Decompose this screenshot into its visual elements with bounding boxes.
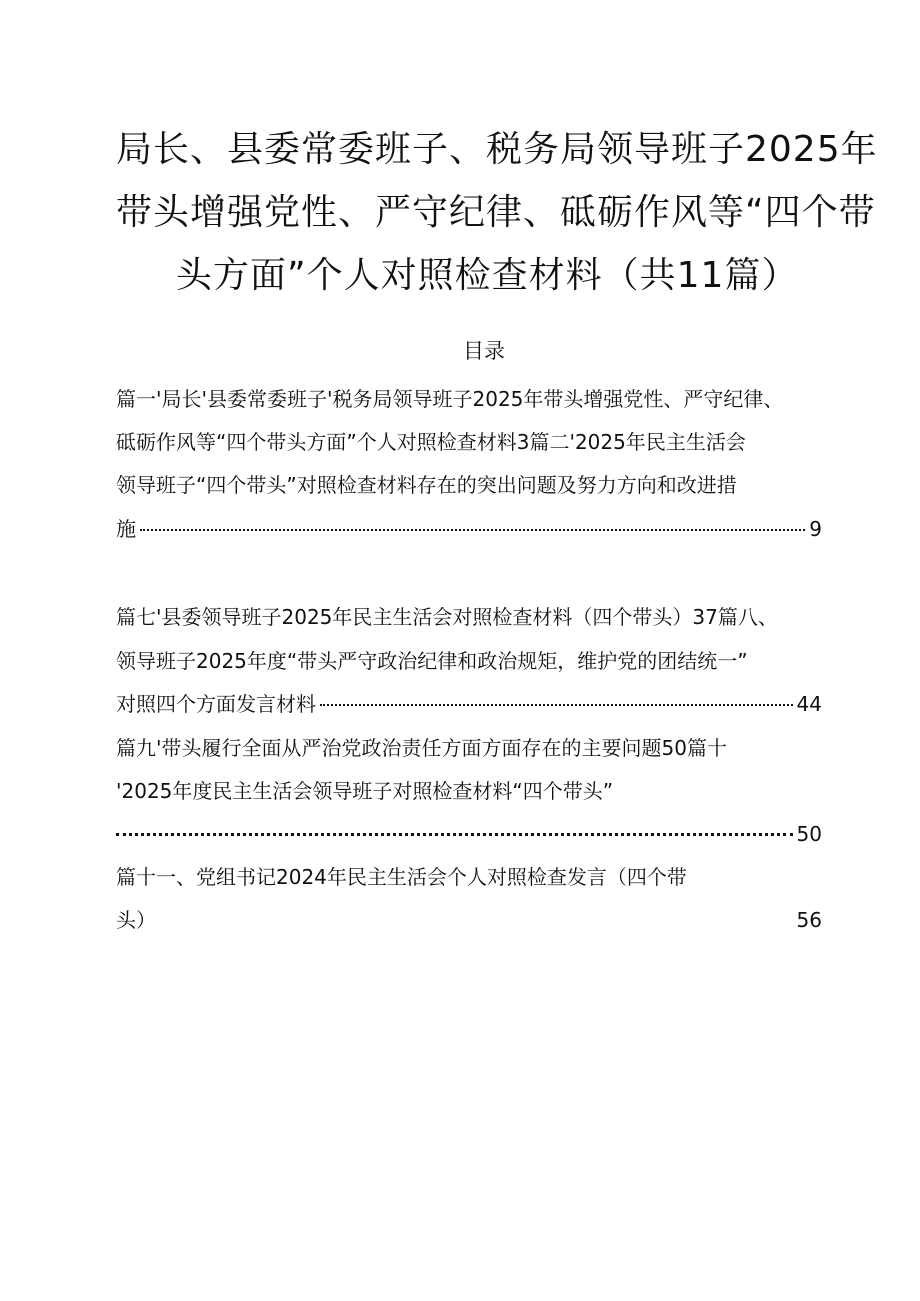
toc-entry-line: '2025年度民主生活会领导班子对照检查材料“四个带头” [116, 779, 614, 803]
toc-entry-line: 对照四个方面发言材料 [116, 692, 316, 716]
toc-dot-leader [140, 529, 805, 531]
toc-page-number: 50 [796, 822, 822, 846]
toc-entry-line: 施 [116, 517, 136, 541]
toc-dot-leader [320, 704, 793, 706]
toc-entry-leader-row [116, 689, 822, 719]
toc-page-number: 44 [796, 692, 822, 716]
toc-entry-line: 篇一'局长'县委常委班子'税务局领导班子2025年带头增强党性、严守纪律、 [116, 387, 784, 411]
toc-entry-line: 篇七'县委领导班子2025年民主生活会对照检查材料（四个带头）37篇八、 [116, 605, 778, 629]
document-title-line-1: 局长、县委常委班子、税务局领导班子2025年 [116, 129, 878, 170]
toc-page-number: 9 [809, 517, 822, 541]
toc-entry-line: 篇十一、党组书记2024年民主生活会个人对照检查发言（四个带 [116, 865, 687, 889]
toc-entry-leader-row [116, 819, 822, 849]
toc-dot-leader [116, 833, 793, 836]
toc-heading: 目录 [463, 339, 505, 363]
toc-entry-line: 领导班子2025年度“带头严守政治纪律和政治规矩，维护党的团结统一” [116, 649, 748, 673]
toc-entry-line: 砥砺作风等“四个带头方面”个人对照检查材料3篇二'2025年民主生活会 [116, 430, 746, 454]
document-title-line-3: 头方面”个人对照检查材料（共11篇） [176, 255, 799, 296]
document-title-line-2: 带头增强党性、严守纪律、砥砺作风等“四个带 [116, 192, 876, 233]
toc-page-number: 56 [796, 908, 822, 932]
toc-entry-leader-row [116, 514, 822, 544]
toc-entry-line: 头） [116, 908, 156, 932]
toc-entry-line: 篇九'带头履行全面从严治党政治责任方面方面存在的主要问题50篇十 [116, 736, 727, 760]
toc-entry-line: 领导班子“四个带头”对照检查材料存在的突出问题及努力方向和改进措 [116, 473, 737, 497]
